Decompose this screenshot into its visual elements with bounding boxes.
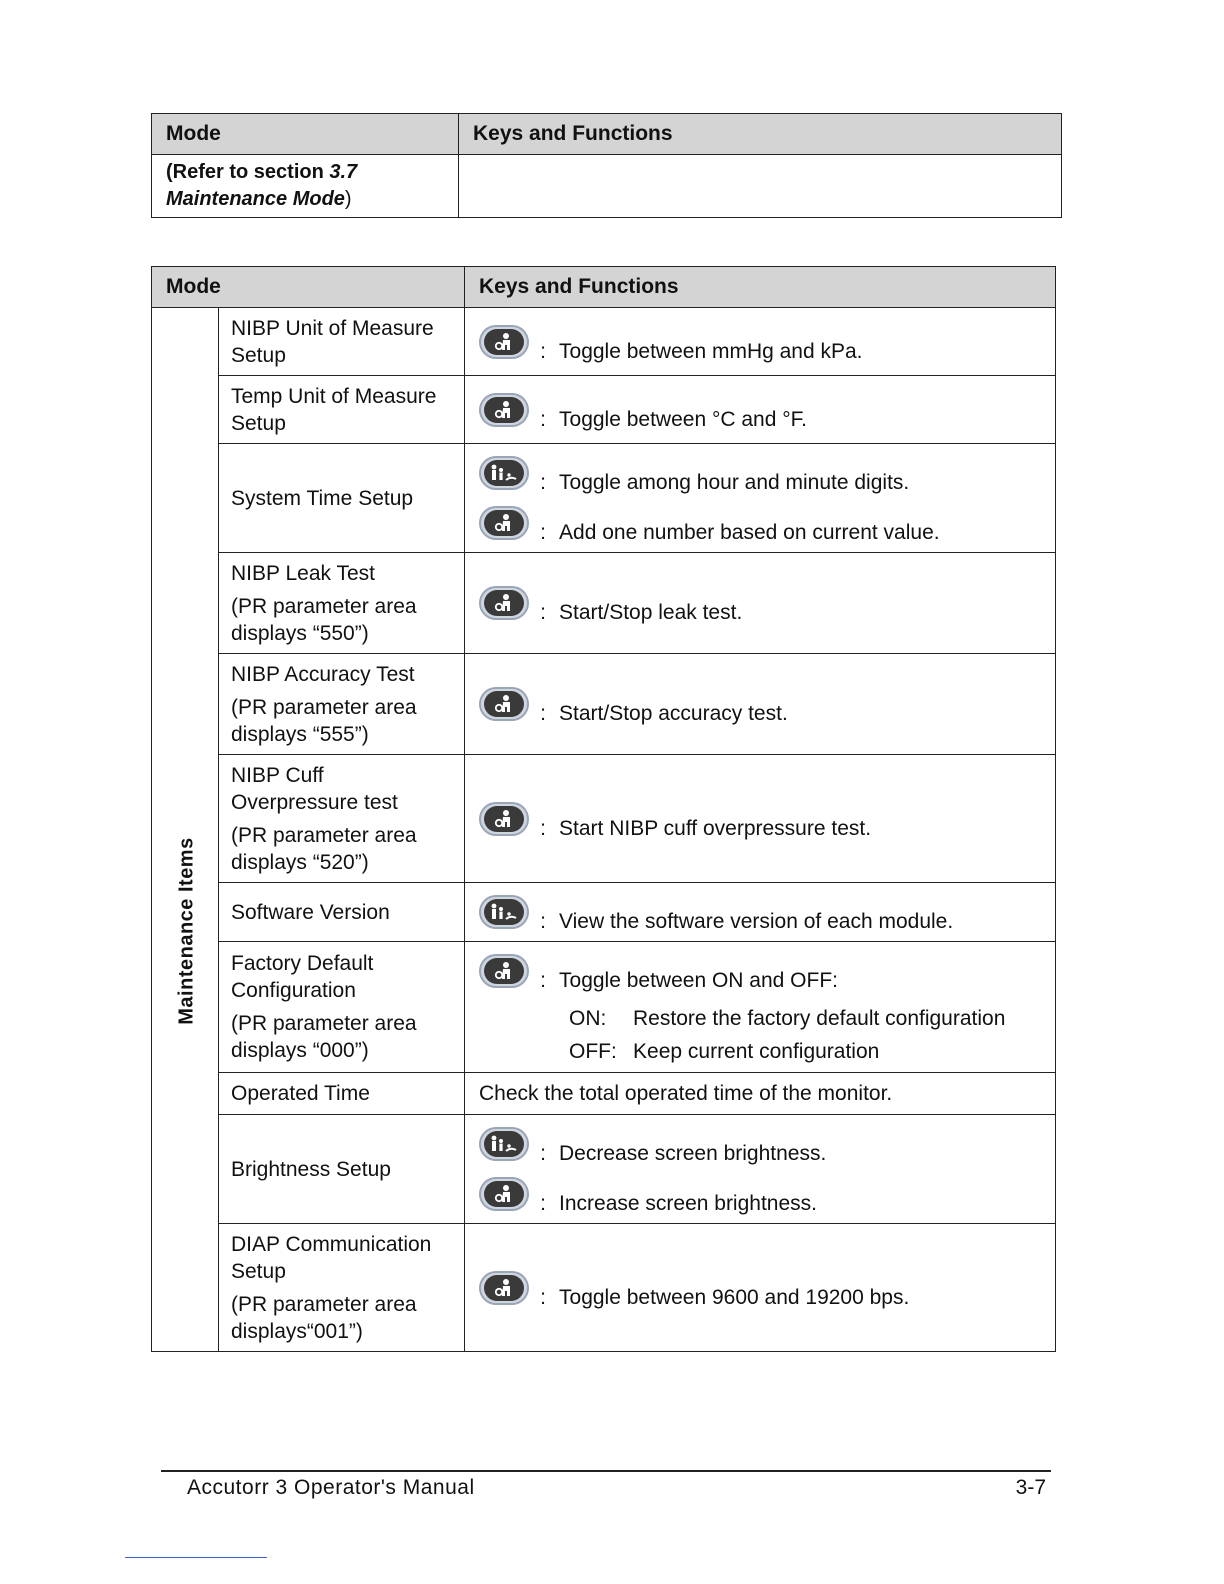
colon: :: [540, 471, 546, 494]
table-row: [152, 376, 1056, 444]
function-text: View the software version of each module.: [559, 910, 954, 933]
colon: :: [540, 1192, 546, 1215]
key-function: [465, 1224, 1056, 1352]
table-row: [152, 444, 1056, 553]
key-function: [465, 883, 1056, 942]
key-function-line: [479, 1169, 1041, 1219]
table-row: [152, 883, 1056, 942]
key-function: [465, 444, 1056, 553]
key-function: [465, 1115, 1056, 1224]
maintenance-items-label: Maintenance Items: [175, 837, 198, 1025]
function-text: Start NIBP cuff overpressure test.: [559, 816, 872, 840]
key-function-line: [479, 887, 1041, 937]
nibp-start-key-icon: [479, 586, 529, 620]
maintenance-item: [219, 883, 465, 942]
item-note: (PR parameter area displays “520”): [231, 823, 417, 874]
key-function: [465, 654, 1056, 755]
maintenance-items-side-cell: [152, 308, 219, 1352]
footer-rule: [161, 1470, 1051, 1472]
function-text: Toggle between 9600 and 19200 bps.: [559, 1285, 910, 1309]
item-name: DIAP Communication Setup: [231, 1232, 432, 1283]
key-function-line: [479, 1119, 1041, 1169]
table-row: [152, 942, 1056, 1073]
option-value: Keep current configuration: [633, 1039, 880, 1063]
table-row: [152, 1224, 1056, 1352]
option-line: [569, 1035, 1041, 1068]
colon: :: [540, 910, 546, 933]
nibp-start-key-icon: [479, 1177, 529, 1211]
table-row: [152, 1073, 1056, 1115]
footer-title: Accutorr 3 Operator's Manual: [187, 1476, 475, 1499]
item-name: Temp Unit of Measure Setup: [231, 384, 437, 435]
key-function: Check the total operated time of the monitor.: [465, 1073, 1056, 1115]
item-note: (PR parameter area displays“001”): [231, 1292, 417, 1343]
header-mode: Mode: [152, 267, 465, 308]
patient-type-key-icon: [479, 456, 529, 490]
header-keys-and-functions: Keys and Functions: [459, 114, 1062, 155]
maintenance-item: [219, 444, 465, 553]
item-name: NIBP Unit of Measure Setup: [231, 316, 434, 367]
maintenance-item: [219, 654, 465, 755]
nibp-start-key-icon: [479, 325, 529, 359]
function-text: Toggle between mmHg and kPa.: [559, 339, 863, 363]
function-text: Toggle between ON and OFF:: [559, 969, 838, 992]
colon: :: [540, 816, 546, 840]
colon: :: [540, 1142, 546, 1165]
key-function: [465, 755, 1056, 883]
patient-type-key-icon: [479, 1127, 529, 1161]
function-text: Start/Stop leak test.: [559, 601, 743, 624]
key-function-line: [479, 498, 1041, 548]
key-function-line: [479, 317, 1041, 367]
key-function-line: [479, 794, 1041, 844]
maintenance-item: [219, 1073, 465, 1115]
maintenance-items-table: [151, 266, 1056, 1352]
colon: :: [540, 969, 546, 992]
key-function-line: [479, 448, 1041, 498]
nibp-start-key-icon: [479, 1271, 529, 1305]
nibp-start-key-icon: [479, 802, 529, 836]
key-function: [465, 553, 1056, 654]
function-text: Toggle between °C and °F.: [559, 407, 807, 431]
option-key: ON:: [569, 1006, 607, 1030]
key-function-line: [479, 385, 1041, 435]
function-text: Decrease screen brightness.: [559, 1142, 827, 1165]
maintenance-mode-reference: (Refer to section 3.7 Maintenance Mode): [152, 155, 459, 218]
item-name: Software Version: [231, 900, 390, 924]
item-name: NIBP Accuracy Test: [231, 662, 415, 686]
item-note: (PR parameter area displays “555”): [231, 695, 417, 746]
option-key: OFF:: [569, 1039, 617, 1063]
table-row: [152, 755, 1056, 883]
item-name: NIBP Leak Test: [231, 561, 375, 585]
key-function-line: [479, 679, 1041, 729]
function-text: Start/Stop accuracy test.: [559, 702, 788, 725]
option-line: [569, 1002, 1041, 1035]
item-name: Operated Time: [231, 1082, 370, 1105]
patient-type-key-icon: [479, 895, 529, 929]
function-text: Toggle among hour and minute digits.: [559, 471, 910, 494]
key-function: [465, 308, 1056, 376]
item-name: Brightness Setup: [231, 1157, 391, 1181]
maintenance-item: [219, 553, 465, 654]
colon: :: [540, 521, 546, 544]
nibp-start-key-icon: [479, 954, 529, 988]
key-function-line: [479, 1263, 1041, 1313]
nibp-start-key-icon: [479, 506, 529, 540]
nibp-start-key-icon: [479, 687, 529, 721]
table-row: [152, 308, 1056, 376]
item-name: NIBP Cuff Overpressure test: [231, 763, 398, 814]
key-function-line: [479, 578, 1041, 628]
item-note: (PR parameter area displays “000”): [231, 1012, 417, 1062]
item-note: (PR parameter area displays “550”): [231, 594, 417, 645]
colon: :: [540, 1285, 546, 1309]
key-function: [465, 942, 1056, 1073]
colon: :: [540, 702, 546, 725]
colon: :: [540, 339, 546, 363]
colon: :: [540, 601, 546, 624]
maintenance-item: [219, 942, 465, 1073]
key-function-line: [479, 946, 1041, 996]
table-row: [152, 1115, 1056, 1224]
nibp-start-key-icon: [479, 393, 529, 427]
maintenance-item: [219, 376, 465, 444]
mode-table-continued: [151, 113, 1062, 218]
function-text: Add one number based on current value.: [559, 521, 940, 544]
option-value: Restore the factory default configuration: [633, 1006, 1006, 1030]
key-function: [465, 376, 1056, 444]
header-mode: Mode: [152, 114, 459, 155]
maintenance-item: [219, 755, 465, 883]
item-name: Factory Default Configuration: [231, 952, 374, 1002]
empty-cell: [459, 155, 1062, 218]
table-row: [152, 553, 1056, 654]
item-name: System Time Setup: [231, 486, 414, 510]
page-number: 3-7: [1015, 1476, 1046, 1499]
maintenance-item: [219, 308, 465, 376]
bottom-rule: [125, 1557, 267, 1558]
function-text: Increase screen brightness.: [559, 1192, 817, 1215]
colon: :: [540, 407, 546, 431]
maintenance-item: [219, 1115, 465, 1224]
table-row: [152, 654, 1056, 755]
header-keys-and-functions: Keys and Functions: [465, 267, 1056, 308]
maintenance-item: [219, 1224, 465, 1352]
